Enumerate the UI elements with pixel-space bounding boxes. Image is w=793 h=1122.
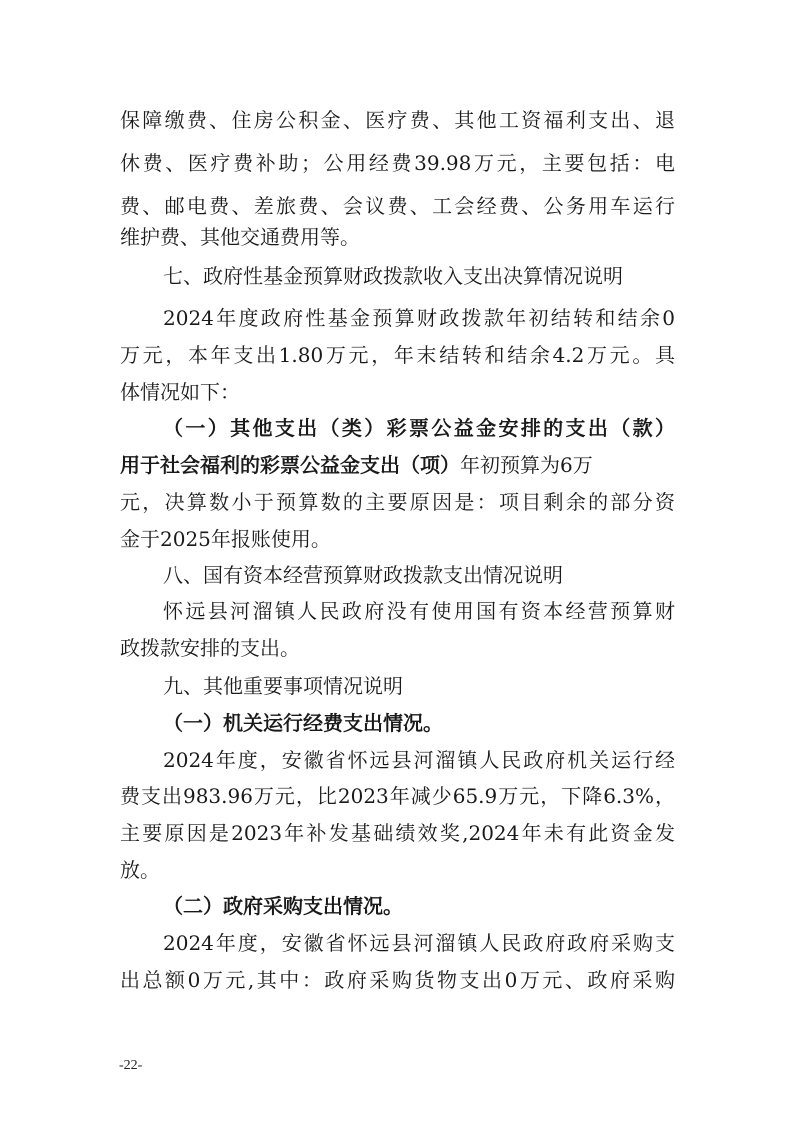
- text-line: 费支出983.96万元，比2023年减少65.9万元，下降6.3%，: [120, 784, 675, 808]
- text-line: 主要原因是2023年补发基础绩效奖,2024年未有此资金发: [120, 821, 675, 845]
- text-line: 万元，本年支出1.80万元，年末结转和结余4.2万元。具: [120, 343, 675, 367]
- text-line: 体情况如下：: [120, 380, 240, 404]
- text-rest: 年初预算为6万: [460, 453, 593, 477]
- page-number: -22-: [119, 1058, 143, 1073]
- section-heading-9: 九、其他重要事项情况说明: [163, 674, 403, 698]
- subsection-heading: （二）政府采购支出情况。: [163, 894, 403, 918]
- subsection-heading: （一）其他支出（类）彩票公益金安排的支出（款）: [163, 416, 675, 440]
- text-line: 维护费、其他交通费用等。: [120, 225, 360, 249]
- text-line: 政拨款安排的支出。: [120, 636, 300, 660]
- section-heading-8: 八、国有资本经营预算财政拨款支出情况说明: [163, 563, 563, 587]
- subsection-heading: （一）机关运行经费支出情况。: [163, 711, 443, 735]
- text-line: 休费、医疗费补助；公用经费39.98万元，主要包括：电: [120, 151, 675, 175]
- section-heading-7: 七、政府性基金预算财政拨款收入支出决算情况说明: [163, 264, 623, 288]
- text-line: 2024年度，安徽省怀远县河溜镇人民政府政府采购支: [163, 931, 675, 955]
- text-line: 元，决算数小于预算数的主要原因是：项目剩余的部分资: [120, 490, 675, 514]
- text-line: 金于2025年报账使用。: [120, 527, 331, 551]
- text-line: 2024年度，安徽省怀远县河溜镇人民政府机关运行经: [163, 748, 675, 772]
- text-line-mixed: [120, 449, 675, 478]
- text-line: 费、邮电费、差旅费、会议费、工会经费、公务用车运行: [120, 194, 675, 218]
- text-line: 出总额0万元,其中：政府采购货物支出0万元、政府采购: [120, 968, 675, 992]
- bold-text: 用于社会福利的彩票公益金支出（项）: [120, 453, 460, 477]
- text-line: 放。: [120, 858, 160, 882]
- text-line: 2024年度政府性基金预算财政拨款年初结转和结余0: [163, 306, 675, 330]
- text-line: 怀远县河溜镇人民政府没有使用国有资本经营预算财: [163, 599, 675, 623]
- text-line: 保障缴费、住房公积金、医疗费、其他工资福利支出、退: [120, 108, 675, 132]
